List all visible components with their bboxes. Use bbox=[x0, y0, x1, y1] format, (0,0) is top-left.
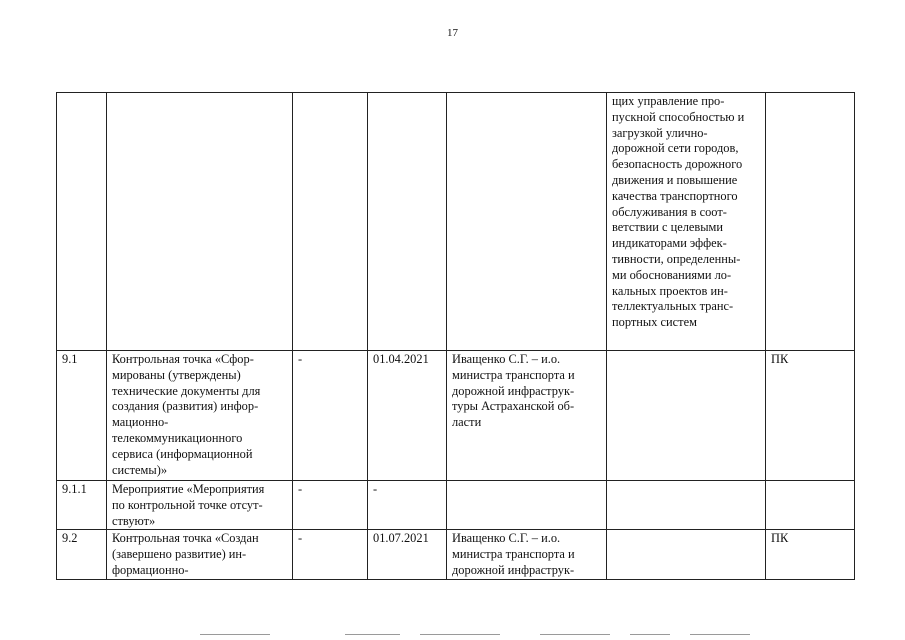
cell-result bbox=[607, 530, 766, 579]
cell-type bbox=[766, 481, 855, 530]
scan-artifact bbox=[690, 634, 750, 635]
cell-deadline-start: - bbox=[293, 351, 368, 481]
cell-type bbox=[766, 93, 855, 351]
table-row bbox=[57, 481, 855, 530]
table-row bbox=[57, 93, 855, 351]
cell-name: Контрольная точка «Создан (завершено развитие) ин- формационно- bbox=[107, 530, 293, 579]
cell-deadline-start: - bbox=[293, 481, 368, 530]
cell-type: ПК bbox=[766, 351, 855, 481]
scan-artifact bbox=[200, 634, 270, 635]
table-row bbox=[57, 530, 855, 579]
cell-responsible: Иващенко С.Г. – и.о. министра транспорта и дорожной инфраструк- bbox=[447, 530, 607, 579]
cell-number: 9.1.1 bbox=[57, 481, 107, 530]
cell-result bbox=[607, 351, 766, 481]
cell-deadline-end: 01.07.2021 bbox=[368, 530, 447, 579]
cell-name: Мероприятие «Мероприятия по контрольной точке отсут- ствуют» bbox=[107, 481, 293, 530]
cell-deadline-end: - bbox=[368, 481, 447, 530]
scan-artifact bbox=[420, 634, 500, 635]
cell-name bbox=[107, 93, 293, 351]
scan-artifact bbox=[345, 634, 400, 635]
cell-deadline-start: - bbox=[293, 530, 368, 579]
cell-name: Контрольная точка «Сфор- мированы (утверждены) технические документы для создания (развития) инфор- мационно- телекоммуникационного сервиса (информационной системы)» bbox=[107, 351, 293, 481]
cell-number bbox=[57, 93, 107, 351]
scan-artifact bbox=[540, 634, 610, 635]
cell-result: щих управление про- пускной способностью и загрузкой улично- дорожной сети городов, безопасность дорожного движения и повышение качества транспортного обслуживания в соот- ветствии с целевыми индикаторами эффек- тивности, определенны- ми обоснованиями ло- кальных проектов ин- теллектуальных транс- портных систем bbox=[607, 93, 766, 351]
cell-deadline-start bbox=[293, 93, 368, 351]
cell-responsible bbox=[447, 93, 607, 351]
scan-artifact bbox=[630, 634, 670, 635]
cell-responsible: Иващенко С.Г. – и.о. министра транспорта и дорожной инфраструк- туры Астраханской об- ласти bbox=[447, 351, 607, 481]
page-number: 17 bbox=[447, 27, 458, 39]
table-row bbox=[57, 351, 855, 481]
cell-type: ПК bbox=[766, 530, 855, 579]
cell-number: 9.2 bbox=[57, 530, 107, 579]
plan-table bbox=[56, 92, 855, 580]
cell-number: 9.1 bbox=[57, 351, 107, 481]
cell-deadline-end bbox=[368, 93, 447, 351]
cell-deadline-end: 01.04.2021 bbox=[368, 351, 447, 481]
cell-result bbox=[607, 481, 766, 530]
cell-responsible bbox=[447, 481, 607, 530]
